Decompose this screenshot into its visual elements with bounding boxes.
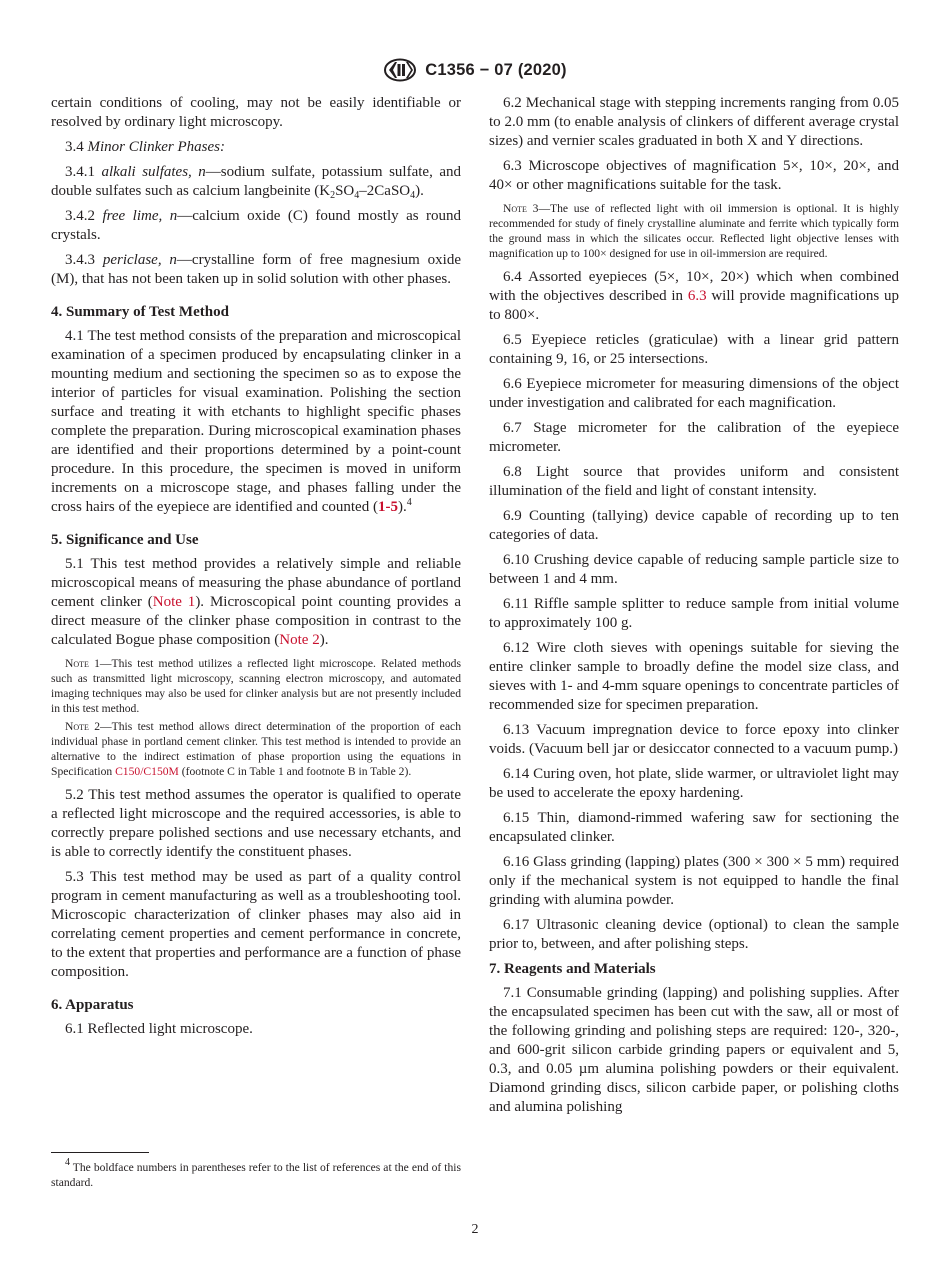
paragraph-6-1: 6.1 Reflected light microscope. [65,1021,253,1037]
note-2-link[interactable]: Note 2 [279,632,320,648]
paragraph-5-1: 5.1 This test method provides a relatively simple and reliable microscopical means of measuring the phase abundance of portland cement clinker (Note 1). Microscopical point counting provides a direct measure of the clinker phase composition in contrast to the calculated Bogue phase composition (Note 2). [51,556,461,648]
section-heading-6: 6. Apparatus [51,997,134,1013]
paragraph-6-11: 6.11 Riffle sample splitter to reduce sample from initial volume to approximately 100 g. [489,596,899,631]
paragraph-5-2: 5.2 This test method assumes the operator is qualified to operate a reflected light microscope and the required accessories, is able to correctly prepare polished sections and use necessary etchants, and is able to correctly identify the constituent phases. [51,787,461,860]
paragraph-6-15: 6.15 Thin, diamond-rimmed wafering saw for sectioning the encapsulated clinker. [489,810,899,845]
page-number: 2 [471,1222,479,1237]
note-1-link[interactable]: Note 1 [152,594,196,610]
note-3: Note 3—The use of reflected light with oil immersion is optional. It is highly recommended for study of finely crystalline aluminate and ferrite which typically form the ground mass in which the silicates occur. Reflected light objective lenses with magnification up to 100× designed for use in oil-immersion are required. [489,202,899,260]
paragraph-6-6: 6.6 Eyepiece micrometer for measuring dimensions of the object under investigation and calibrated for each magnification. [489,376,899,411]
paragraph-continuation: certain conditions of cooling, may not be easily identifiable or resolved by ordinary light microscopy. [51,95,461,130]
paragraph-6-12: 6.12 Wire cloth sieves with openings suitable for sieving the entire clinker sample to broadly define the model size class, and sieves with 1- and 4-mm square openings to concentrate particles of recommended size for specimen preparation. [489,640,899,713]
paragraph-6-2: 6.2 Mechanical stage with stepping increments ranging from 0.05 to 2.0 mm (to enable analysis of clinkers of different average crystal sizes) and vernier scales graduated in both X and Y directions. [489,95,899,149]
paragraph-3-4-3: 3.4.3 periclase, n—crystalline form of free magnesium oxide (M), that has not been taken up in solid solution with other phases. [51,252,462,287]
note-2: Note 2—This test method allows direct determination of the proportion of each individual phase in portland cement clinker. This test method is intended to provide an alternative to the indirect estimation of phase proportion using the equations in Specification C150/C150M (footnote C in Table 1 and footnote B in Table 2). [51,720,461,778]
paragraph-6-3: 6.3 Microscope objectives of magnification 5×, 10×, 20×, and 40× or other magnifications suitable for the task. [489,158,899,193]
paragraph-6-13: 6.13 Vacuum impregnation device to force epoxy into clinker voids. (Vacuum bell jar or desiccator connected to a vacuum pump.) [489,722,899,757]
note-1: Note 1—This test method utilizes a reflected light microscope. Related methods such as transmitted light microscopy, scanning electron microscopy, and automated imaging techniques may also be used for clinker analysis but are not presently included in this test method. [51,657,461,715]
paragraph-4-1: 4.1 The test method consists of the preparation and microscopical examination of a specimen produced by encapsulating clinker in a mounting medium and sectioning the specimen so as to expose the interior of particles for visual examination. Polishing the section surface and treating it with etchants to highlight specific phases complete the preparation. During microscopical examination phases are identified and their proportions determined by a point-count procedure. In this procedure, the specimen is moved in uniform increments on a microscope stage, and phases falling under the cross hairs of the eyepiece are identified and counted (1-5).$^4$ [51,328,461,515]
paragraph-6-7: 6.7 Stage micrometer for the calibration of the eyepiece micrometer. [489,420,899,455]
document-id: C1356 − 07 (2020) [425,60,567,79]
paragraph-3-4-1: 3.4.1 alkali sulfates, n—sodium sulfate, potassium sulfate, and double sulfates such as calcium langbeinite $(K_2SO_4-2CaSO_4)$. [51,164,461,201]
paragraph-6-4: 6.4 Assorted eyepieces (5×, 10×, 20×) which when combined with the objectives described in 6.3 will provide magnifications up to 800×. [489,269,899,323]
astm-logo-icon [383,58,417,82]
paragraph-7-1: 7.1 Consumable grinding (lapping) and polishing supplies. After the encapsulated specimen has been cut with the saw, all or most of the following grinding and polishing steps are required: 120-, 320-, and 600-grit silicon carbide grinding papers or equivalent and 5, 0.3, and 0.05 µm alumina polishing powders or their equivalent. Diamond grinding discs, silicon carbide paper, or polishing cloths and alumina polishing [489,985,899,1115]
paragraph-6-16: 6.16 Glass grinding (lapping) plates (300 × 300 × 5 mm) required only if the mechanical system is not equipped to handle the final grinding with alumina powder. [489,854,899,908]
paragraph-6-10: 6.10 Crushing device capable of reducing sample particle size to between 1 and 4 mm. [489,552,899,587]
footnote-divider [51,1152,149,1153]
section-heading-5: 5. Significance and Use [51,532,199,548]
section-6-3-link[interactable]: 6.3 [687,288,707,304]
paragraph-6-14: 6.14 Curing oven, hot plate, slide warmer, or ultraviolet light may be used to accelerate the epoxy hardening. [489,766,899,801]
specification-link[interactable]: C150/C150M [115,765,179,778]
paragraph-6-9: 6.9 Counting (tallying) device capable of recording up to ten categories of data. [489,508,899,543]
page-header [0,56,950,84]
paragraph-5-3: 5.3 This test method may be used as part of a quality control program in cement manufacturing as well as a troubleshooting tool. Microscopic characterization of clinker phases may also aid in correlating cement properties and cement performance in concrete, to the extent that properties and performance are a function of phase composition. [51,869,461,980]
paragraph-6-8: 6.8 Light source that provides uniform and consistent illumination of the field and light of constant intensity. [489,464,899,499]
left-column [51,94,461,1045]
paragraph-3-4: 3.4 Minor Clinker Phases: [65,139,225,155]
paragraph-6-17: 6.17 Ultrasonic cleaning device (optional) to clean the sample prior to, between, and after polishing steps. [489,917,899,952]
paragraph-3-4-2: 3.4.2 free lime, n—calcium oxide (C) found mostly as round crystals. [51,208,462,243]
footnote-4: 4 The boldface numbers in parentheses refer to the list of references at the end of this standard. [51,1157,461,1189]
paragraph-6-5: 6.5 Eyepiece reticles (graticulae) with a linear grid pattern containing 9, 16, or 25 intersections. [489,332,899,367]
section-heading-4: 4. Summary of Test Method [51,304,229,320]
reference-link[interactable]: 1-5 [377,499,398,515]
right-column [489,94,899,1123]
section-heading-7: 7. Reagents and Materials [489,961,656,977]
